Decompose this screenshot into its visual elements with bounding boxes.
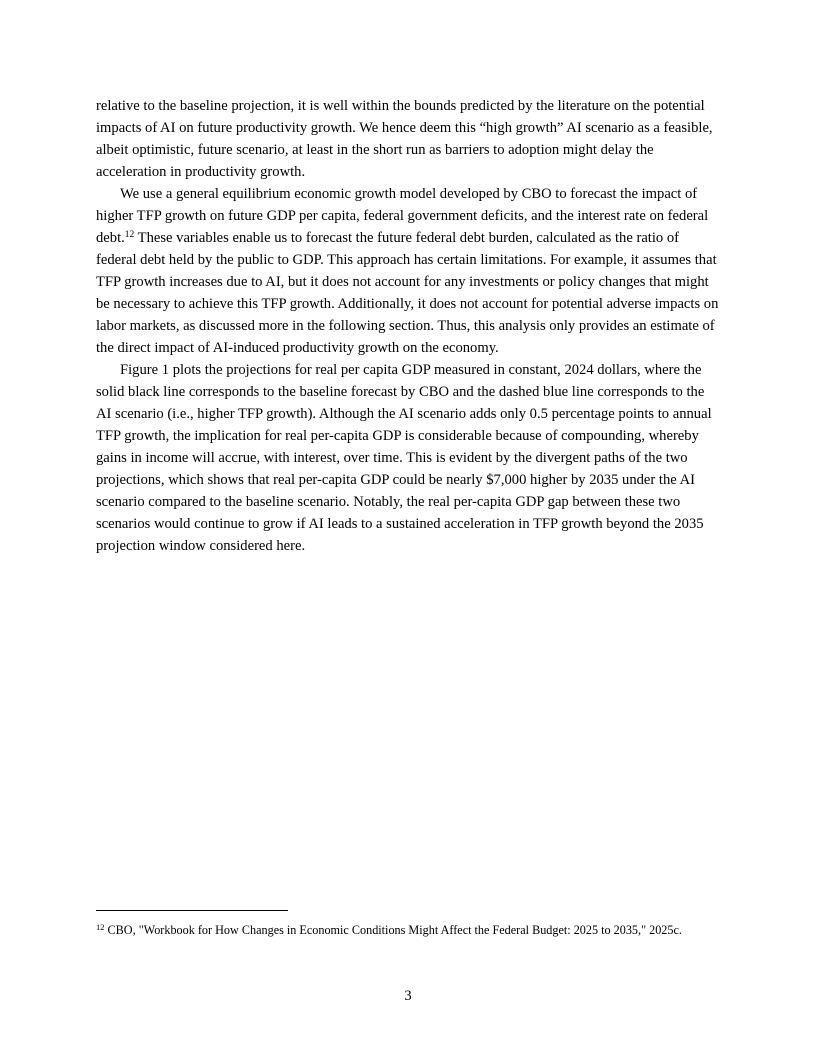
paragraph-text: We use a general equilibrium economic growth model developed by CBO to forecast the impact of higher TFP growth on future GDP per capita, federal government deficits, and the interest rate on federal debt. (96, 186, 709, 246)
footnote (96, 921, 720, 939)
paragraph: relative to the baseline projection, it is well within the bounds predicted by the literature on the potential impacts of AI on future productivity growth. We hence deem this “high growth” AI scenario as a feasible, albeit optimistic, future scenario, at least in the short run as barriers to adoption might delay the acceleration in productivity growth. (96, 98, 713, 180)
paragraph-text: These variables enable us to forecast the future federal debt burden, calculated as the ratio of federal debt held by the public to GDP. This approach has certain limitations. For example, it assumes that TFP growth increases due to AI, but it does not account for any investments or policy changes that might be necessary to achieve this TFP growth. Additionally, it does not account for potential adverse impacts on labor markets, as discussed more in the following section. Thus, this analysis only provides an estimate of the direct impact of AI-induced productivity growth on the economy. (96, 230, 719, 356)
paragraph (96, 183, 720, 359)
body-text (96, 95, 720, 557)
paragraph: Figure 1 plots the projections for real per capita GDP measured in constant, 2024 dollars, where the solid black line corresponds to the baseline forecast by CBO and the dashed blue line corresponds to the AI scenario (i.e., higher TFP growth). Although the AI scenario adds only 0.5 percentage points to annual TFP growth, the implication for real per-capita GDP is considerable because of compounding, whereby gains in income will accrue, with interest, over time. This is evident by the divergent paths of the two projections, which shows that real per-capita GDP could be nearly $7,000 higher by 2035 under the AI scenario compared to the baseline scenario. Notably, the real per-capita GDP gap between these two scenarios would continue to grow if AI leads to a sustained acceleration in TFP growth beyond the 2035 projection window considered here. (96, 362, 712, 554)
footnote-text: CBO, "Workbook for How Changes in Economic Conditions Might Affect the Federal Budget: 2025 to 2035," 2025c. (104, 923, 682, 937)
footnote-reference[interactable]: 12 (124, 230, 135, 240)
footnote-number: 12 (96, 922, 105, 932)
page-number: 3 (404, 988, 412, 1004)
footnote-separator (96, 910, 288, 911)
